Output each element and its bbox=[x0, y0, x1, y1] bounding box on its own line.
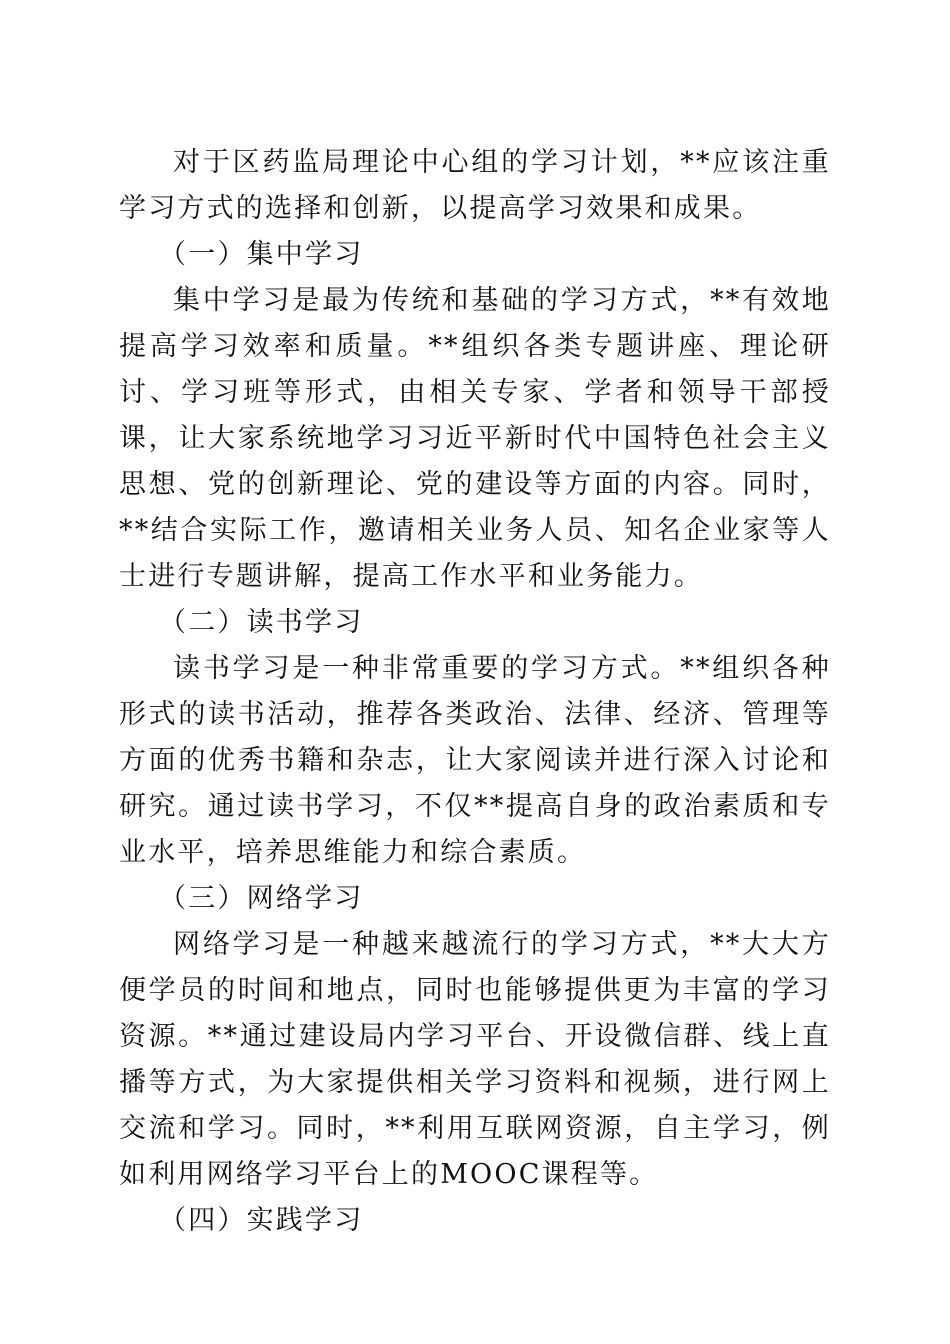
section-body-2: 读书学习是一种非常重要的学习方式。**组织各种形式的读书活动，推荐各类政治、法律、经济、管理等方面的优秀书籍和杂志，让大家阅读并进行深入讨论和研究。通过读书学习，不仅**提高自身的政治素质和专业水平，培养思维能力和综合素质。 bbox=[119, 653, 831, 868]
section-body-1: 集中学习是最为传统和基础的学习方式，**有效地提高学习效率和质量。**组织各类专题讲座、理论研讨、学习班等形式，由相关专家、学者和领导干部授课，让大家系统地学习习近平新时代中国特色社会主义思想、党的创新理论、党的建设等方面的内容。同时，**结合实际工作，邀请相关业务人员、知名企业家等人士进行专题讲解，提高工作水平和业务能力。 bbox=[119, 285, 831, 592]
section-heading-4: （四）实践学习 bbox=[159, 1205, 364, 1236]
document-body bbox=[119, 140, 831, 1244]
intro-paragraph: 对于区药监局理论中心组的学习计划，**应该注重学习方式的选择和创新，以提高学习效果和成果。 bbox=[119, 147, 831, 224]
section-heading-2: （二）读书学习 bbox=[159, 607, 364, 638]
section-body-3: 网络学习是一种越来越流行的学习方式，**大大方便学员的时间和地点，同时也能够提供更为丰富的学习资源。**通过建设局内学习平台、开设微信群、线上直播等方式，为大家提供相关学习资料和视频，进行网上交流和学习。同时，**利用互联网资源，自主学习，例如利用网络学习平台上的MOOC课程等。 bbox=[119, 929, 831, 1190]
section-heading-1: （一）集中学习 bbox=[159, 239, 364, 270]
section-heading-3: （三）网络学习 bbox=[159, 883, 364, 914]
